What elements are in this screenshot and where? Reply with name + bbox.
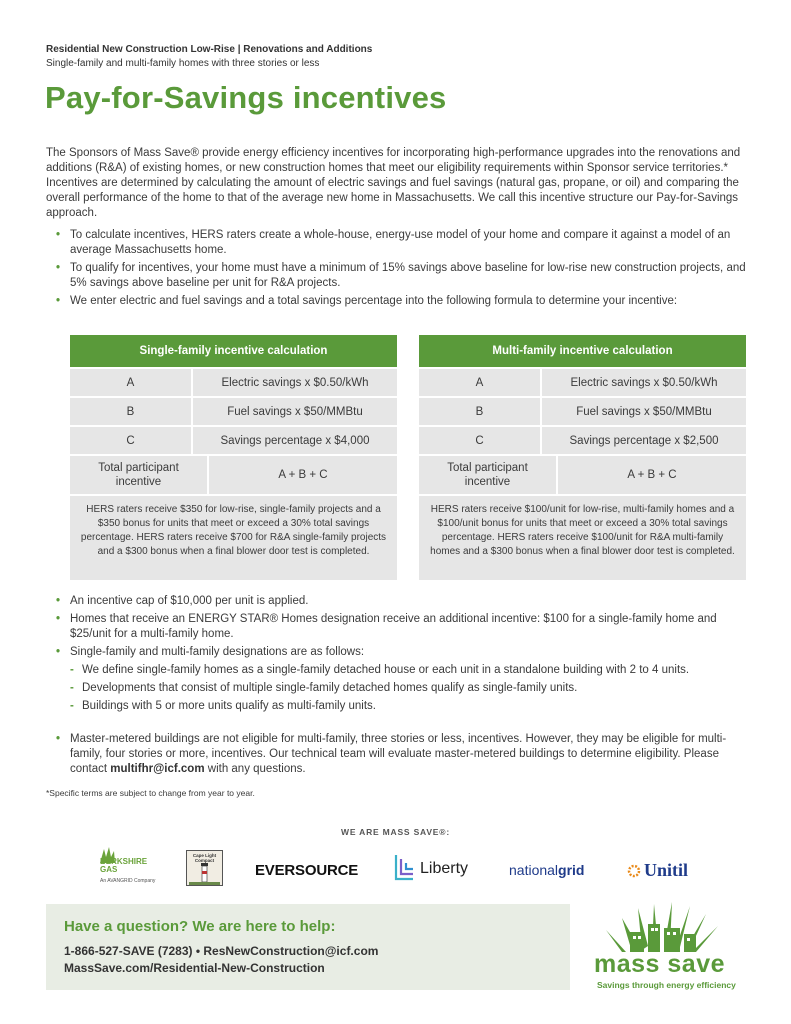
table-row <box>419 396 746 425</box>
liberty-mark-icon <box>393 853 415 881</box>
single-family-table <box>70 335 397 580</box>
lighthouse-icon <box>187 862 222 886</box>
unitil-text: Unitil <box>644 860 689 880</box>
list-item: - Developments that consist of multiple single-family detached homes qualify as single-family units. <box>70 681 750 696</box>
liberty-text: Liberty <box>420 860 469 877</box>
list-item <box>56 732 756 777</box>
bullet-list-bottom <box>56 594 756 663</box>
total-value: A + B + C <box>278 469 328 481</box>
sun-icon <box>626 863 642 879</box>
multi-family-note: HERS raters receive $100/unit for low-rise, multi-family homes and a $100/unit bonus for units that meet or exceed a 30% total savings percentage. HERS raters receive $100/unit for R&A multi-family homes and a $300 bonus when a final blower door test is completed. <box>419 494 746 580</box>
list-item: • Single-family and multi-family designations are as follows: <box>56 645 756 660</box>
berkshire-line2: GAS <box>100 865 118 874</box>
help-question: Have a question? We are here to help: <box>64 918 336 935</box>
table-row <box>419 367 746 396</box>
contact-email-link[interactable]: multifhr@icf.com <box>110 763 205 775</box>
unitil-logo <box>626 860 706 882</box>
total-row <box>70 454 397 494</box>
row-value: Electric savings x $0.50/kWh <box>221 376 369 389</box>
berkshire-sub: An AVANGRID Company <box>100 878 156 884</box>
national-grid-text-a: national <box>509 862 559 878</box>
help-website-link[interactable]: MassSave.com/Residential-New-Construction <box>64 961 325 975</box>
mass-save-tagline: Savings through energy efficiency <box>597 980 736 990</box>
eversource-logo: EVERSOURCE <box>255 862 359 879</box>
master-metered-text: Master-metered buildings are not eligible for multi-family, three stories or less, incentives. However, they may be eligible for multi-family, four stories or more, incentives. Our technical team will evaluate master-metered buildings to determine eligibility. Please contact <box>70 733 727 775</box>
list-item: • To calculate incentives, HERS raters create a whole-house, energy-use model of your home and compare it against a model of an average Massachusetts home. <box>56 228 756 258</box>
bullet-list-top <box>56 228 756 312</box>
master-metered-suffix: with any questions. <box>204 763 306 775</box>
intro-paragraph: The Sponsors of Mass Save® provide energy efficiency incentives for incorporating high-performance upgrades into the renovations and additions (R&A) of existing homes, or new construction homes that meet our eligibility requirements within Sponsor service territories.* Incentives are determined by calculating the amount of electric savings and fuel savings (natural gas, propane, or oil) and comparing the overall performance of the home to that of the average new home in Massachusetts. We call this incentive structure our Pay-for-Savings approach. <box>46 147 741 219</box>
national-grid-text-b: grid <box>558 862 585 878</box>
sponsors-label: WE ARE MASS SAVE®: <box>341 827 450 837</box>
table-row <box>419 425 746 454</box>
berkshire-line1: BERKSHIRE <box>100 857 148 866</box>
total-label: Total participant incentive <box>419 456 558 494</box>
page-title: Pay-for-Savings incentives <box>45 80 447 115</box>
table-row <box>70 396 397 425</box>
berkshire-gas-logo <box>96 845 166 887</box>
row-key: C <box>419 427 542 454</box>
designation-list <box>70 663 750 717</box>
cape-light-text: Cape Light Compact <box>192 853 217 863</box>
row-value: Savings percentage x $4,000 <box>220 434 370 447</box>
total-value: A + B + C <box>627 469 677 481</box>
list-item: • Homes that receive an ENERGY STAR® Homes designation receive an additional incentive: $100 for a single-family home and $25/unit for a multi-family home. <box>56 612 756 642</box>
row-value: Electric savings x $0.50/kWh <box>570 376 718 389</box>
national-grid-logo <box>509 862 585 878</box>
row-value: Fuel savings x $50/MMBtu <box>576 405 712 418</box>
footnote: *Specific terms are subject to change from year to year. <box>46 788 255 798</box>
list-item: • An incentive cap of $10,000 per unit is applied. <box>56 594 756 609</box>
row-key: B <box>70 398 193 425</box>
list-item: - Buildings with 5 or more units qualify as multi-family units. <box>70 699 750 714</box>
row-value: Fuel savings x $50/MMBtu <box>227 405 363 418</box>
row-key: C <box>70 427 193 454</box>
cape-light-compact-logo <box>186 850 223 886</box>
row-key: A <box>70 369 193 396</box>
single-family-note: HERS raters receive $350 for low-rise, single-family projects and a $350 bonus for units that meet or exceed a 30% total savings percentage. HERS raters receive $700 for R&A single-family projects and a $300 bonus when a final blower door test is completed. <box>70 494 397 580</box>
multi-family-heading: Multi-family incentive calculation <box>419 335 746 367</box>
table-row <box>70 425 397 454</box>
bullet-list-last <box>56 732 756 780</box>
list-item: • We enter electric and fuel savings and a total savings percentage into the following formula to determine your incentive: <box>56 294 756 309</box>
help-contact-line[interactable]: 1-866-527-SAVE (7283) • ResNewConstruction@icf.com <box>64 944 379 958</box>
total-label: Total participant incentive <box>70 456 209 494</box>
total-row <box>419 454 746 494</box>
list-item: - We define single-family homes as a single-family detached house or each unit in a standalone building with 2 to 4 units. <box>70 663 750 678</box>
row-key: B <box>419 398 542 425</box>
multi-family-table <box>419 335 746 580</box>
table-row <box>70 367 397 396</box>
liberty-logo <box>393 853 483 883</box>
list-item: • To qualify for incentives, your home must have a minimum of 15% savings above baseline for low-rise new construction projects, and 5% savings above baseline per unit for R&A projects. <box>56 261 756 291</box>
eyebrow: Residential New Construction Low-Rise | Renovations and Additions <box>46 44 373 55</box>
eyebrow-subtitle: Single-family and multi-family homes with three stories or less <box>46 58 320 69</box>
mass-save-wordmark: mass save <box>594 950 726 978</box>
row-value: Savings percentage x $2,500 <box>569 434 719 447</box>
row-key: A <box>419 369 542 396</box>
single-family-heading: Single-family incentive calculation <box>70 335 397 367</box>
help-box <box>46 904 570 990</box>
